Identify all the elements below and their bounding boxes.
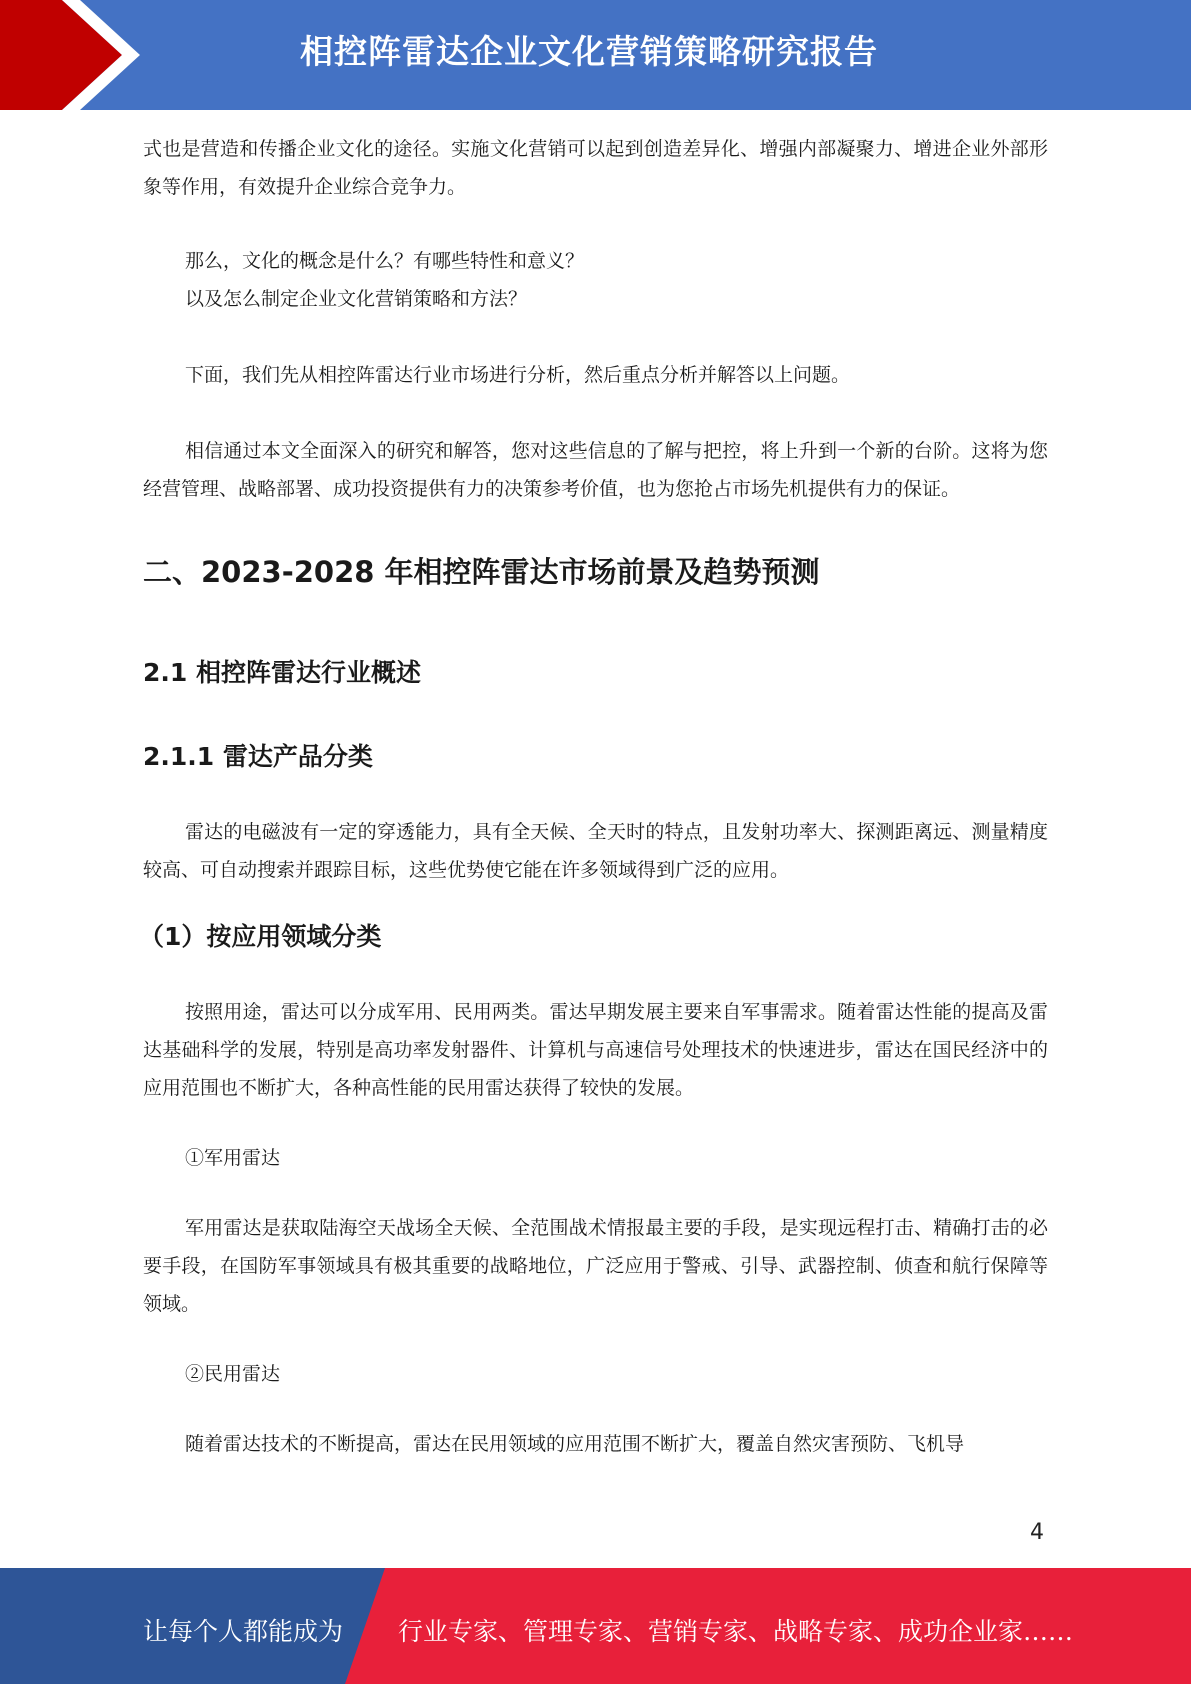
- question-line: 那么，文化的概念是什么？有哪些特性和意义？: [185, 250, 585, 272]
- section-heading: 二、2023-2028 年相控阵雷达市场前景及趋势预测: [143, 555, 820, 589]
- category-heading: （1）按应用领域分类: [139, 922, 382, 951]
- paragraph: 相信通过本文全面深入的研究和解答，您对这些信息的了解与把控，将上升到一个新的台阶。这将为您经营管理、战略部署、成功投资提供有力的决策参考价值，也为您抢占市场先机提供有力的保证。: [143, 440, 1048, 500]
- page-number: 4: [1030, 1520, 1044, 1545]
- footer-slogan-left: 让每个人都能成为: [143, 1617, 344, 1646]
- subsection-heading: 2.1 相控阵雷达行业概述: [143, 658, 421, 687]
- footer-slogan-right: 行业专家、管理专家、营销专家、战略专家、成功企业家……: [398, 1617, 1074, 1646]
- question-line: 以及怎么制定企业文化营销策略和方法？: [185, 288, 528, 310]
- list-item-heading: ①军用雷达: [185, 1147, 281, 1169]
- paragraph: 按照用途，雷达可以分成军用、民用两类。雷达早期发展主要来自军事需求。随着雷达性能的提高及雷达基础科学的发展，特别是高功率发射器件、计算机与高速信号处理技术的快速进步，雷达在国民经济中的应用范围也不断扩大，各种高性能的民用雷达获得了较快的发展。: [143, 1001, 1048, 1099]
- page-footer: [0, 1568, 1191, 1684]
- report-title: 相控阵雷达企业文化营销策略研究报告: [300, 32, 878, 71]
- list-item-heading: ②民用雷达: [185, 1363, 281, 1385]
- document-body: [139, 130, 1048, 1463]
- page-header: [0, 0, 1191, 110]
- paragraph: 军用雷达是获取陆海空天战场全天候、全范围战术情报最主要的手段，是实现远程打击、精确打击的必要手段，在国防军事领域具有极其重要的战略地位，广泛应用于警戒、引导、武器控制、侦查和航行保障等领域。: [143, 1217, 1048, 1315]
- paragraph: 随着雷达技术的不断提高，雷达在民用领域的应用范围不断扩大，覆盖自然灾害预防、飞机导: [185, 1433, 965, 1455]
- subsubsection-heading: 2.1.1 雷达产品分类: [143, 742, 373, 771]
- paragraph: 式也是营造和传播企业文化的途径。实施文化营销可以起到创造差异化、增强内部凝聚力、增进企业外部形象等作用，有效提升企业综合竞争力。: [143, 138, 1048, 198]
- paragraph: 雷达的电磁波有一定的穿透能力，具有全天候、全天时的特点，且发射功率大、探测距离远、测量精度较高、可自动搜索并跟踪目标，这些优势使它能在许多领域得到广泛的应用。: [143, 821, 1048, 881]
- paragraph: 下面，我们先从相控阵雷达行业市场进行分析，然后重点分析并解答以上问题。: [185, 364, 851, 386]
